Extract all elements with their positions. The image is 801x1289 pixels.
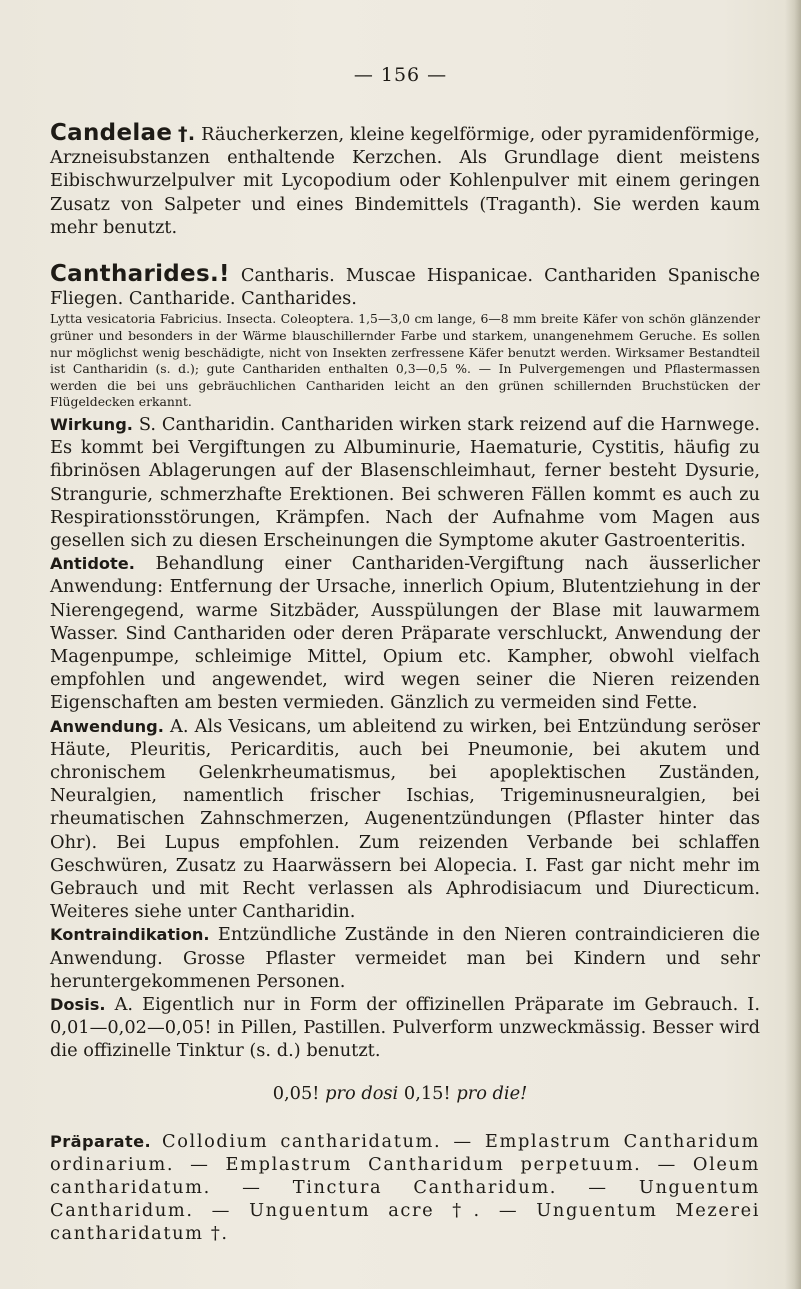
- entry-text-candelae: Räucherkerzen, kleine kegelförmige, oder pyramidenförmige, Arzneisubstanzen enthaltende Kerzchen. Als Grundlage dient meistens Eibischwurzelpulver mit Lycopodium oder Kohlenpulver mit einem geringen Zusatz von Salpeter und eines Bindemittels (Traganth). Sie werden kaum mehr benutzt.: [50, 124, 760, 238]
- section-label-antidote: Antidote.: [50, 554, 135, 574]
- section-text-dosis: A. Eigentlich nur in Form der offizinellen Präparate im Gebrauch. I. 0,01—0,02—0,05! in Pillen, Pastillen. Pulverform unzweckmässig. Besser wird die offizinelle Tinktur (s. d.) benutzt.: [50, 994, 760, 1062]
- entry-term-candelae: Candelae: [50, 120, 173, 146]
- section-text-antidote: Behandlung einer Canthariden-Vergiftung nach äusserlicher Anwendung: Entfernung der Ursache, innerlich Opium, Blutentziehung in der Nierengegend, warme Sitzbäder, Ausspülungen der Blase mit lauwarmem Wasser. Sind Canthariden oder deren Präparate verschluckt, Anwendung der Magenpumpe, schleimige Mittel, Opium etc. Kampher, obwohl vielfach empfohlen und angewendet, wird wegen seiner die Nieren reizenden Eigenschaften am besten vermieden. Gänzlich zu vermeiden sind Fette.: [50, 553, 760, 714]
- dagger-mark: †.: [177, 123, 196, 145]
- section-label-kontraindikation: Kontraindikation.: [50, 925, 210, 945]
- official-mark: !: [218, 261, 230, 288]
- section-text-anwendung: A. Als Vesicans, um ableitend zu wirken, bei Entzündung seröser Häute, Pleuritis, Pericarditis, auch bei Pneumonie, bei akutem und chronischem Gelenkrheumatismus, bei apoplektischen Zuständen, Neuralgien, namentlich frischer Ischias, Trigeminusneuralgien, bei rheumatischen Zahnschmerzen, Augenentzündungen (Pflaster hinter das Ohr). Bei Lupus empfohlen. Zum reizenden Verbande bei schlaffen Geschwüren, Zusatz zu Haarwässern bei Alopecia. I. Fast gar nicht mehr im Gebrauch und mit Recht verlassen als Aphrodisiacum und Diurecticum. Weiteres siehe unter Cantharidin.: [50, 715, 760, 923]
- max-single-dose: 0,05!: [272, 1082, 320, 1104]
- entry-synonyms-cantharides: Cantharis. Muscae Hispanicae. Canthariden Spanische Fliegen. Cantharide. Cantharides.: [50, 265, 761, 310]
- section-text-praeparate: Collodium cantharidatum. — Emplastrum Cantharidum ordinarium. — Emplastrum Cantharidum perpetuum. — Oleum cantharidatum. — Tinctura Cantharidum. — Unguentum Cantharidum. — Unguentum acre †. — Unguentum Mezerei cantharidatum †.: [50, 1130, 760, 1245]
- section-text-kontraindikation: Entzündliche Zustände in den Nieren contraindicieren die Anwendung. Grosse Pflaster vermeidet man bei Kindern und sehr heruntergekommenen Personen.: [50, 924, 760, 992]
- section-label-wirkung: Wirkung.: [50, 414, 133, 434]
- max-daily-dose: 0,15!: [403, 1082, 451, 1104]
- page-content: [50, 122, 760, 1246]
- page-edge-shadow: [785, 0, 801, 1289]
- section-praeparate: [50, 1130, 760, 1246]
- pro-dosi-label: pro dosi: [325, 1082, 399, 1104]
- section-antidote: [50, 552, 760, 714]
- section-dosis: [50, 993, 760, 1063]
- section-wirkung: [50, 413, 760, 552]
- section-label-anwendung: Anwendung.: [50, 716, 164, 736]
- entry-cantharides: [50, 263, 760, 310]
- entry-candelae: [50, 122, 760, 239]
- section-text-wirkung: S. Cantharidin. Canthariden wirken stark reizend auf die Harnwege. Es kommt bei Vergiftungen zu Albuminurie, Haematurie, Cystitis, häufig zu fibrinösen Ablagerungen auf der Blasenschleimhaut, ferner besteht Dysurie, Strangurie, schmerzhafte Erektionen. Bei schweren Fällen kommt es auch zu Respirationsstörungen, Krämpfen. Nach der Aufnahme vom Magen aus gesellen sich zu diesen Erscheinungen die Symptome akuter Gastroenteritis.: [50, 413, 761, 551]
- section-anwendung: [50, 715, 760, 924]
- section-label-dosis: Dosis.: [50, 995, 106, 1015]
- page-number: — 156 —: [353, 64, 448, 86]
- section-label-praeparate: Präparate.: [50, 1131, 152, 1151]
- pro-die-label: pro die!: [456, 1082, 528, 1104]
- entry-description-cantharides: Lytta vesicatoria Fabricius. Insecta. Coleoptera. 1,5—3,0 cm lange, 6—8 mm breite Käfer von schön glänzender grüner und besonders in der Wärme blauschillernder Farbe und starkem, unangenehmem Geruche. Es sollen nur möglichst wenig beschädigte, nicht von Insekten zerfressene Käfer benutzt werden. Wirksamer Bestandteil ist Cantharidin (s. d.); gute Canthariden enthalten 0,3—0,5 %. — In Pulvergemengen und Pflastermassen werden die bei uns gebräuchlichen Canthariden leicht an den grünen schillernden Bruchstücken der Flügeldecken erkannt.: [50, 311, 760, 410]
- dose-maximum-line: [40, 1083, 760, 1104]
- section-kontraindikation: [50, 923, 760, 993]
- entry-term-cantharides: Cantharides.: [50, 261, 219, 288]
